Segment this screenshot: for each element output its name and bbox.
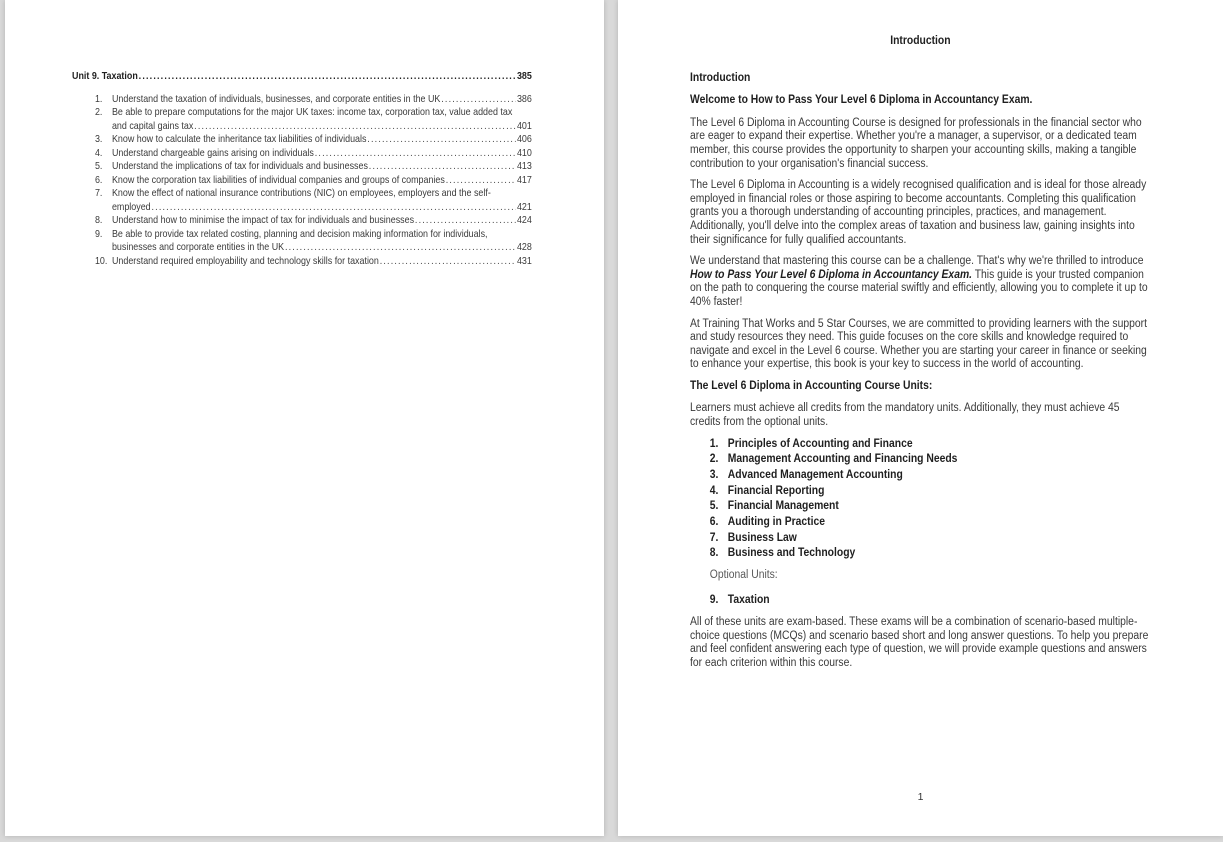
- unit-item-label: Management Accounting and Financing Needs: [727, 453, 958, 466]
- unit-item-number: 5.: [709, 500, 719, 513]
- intro-paragraph-3: [690, 255, 1151, 309]
- unit-item: [710, 532, 1151, 546]
- unit-item-number: 7.: [709, 531, 719, 544]
- paragraph-text: We understand that mastering this course can be a challenge. That's why we're thrilled to introduce: [690, 255, 1144, 268]
- unit-item-number: 3.: [709, 469, 719, 482]
- toc-entry-page-number: 431: [516, 254, 532, 267]
- unit-item-label: Auditing in Practice: [727, 516, 825, 529]
- toc-entry[interactable]: [72, 174, 532, 188]
- unit-item-number: 2.: [709, 453, 719, 466]
- toc-entry-text: Understand chargeable gains arising on individuals: [111, 146, 314, 159]
- intro-paragraph-5: Learners must achieve all credits from the mandatory units. Additionally, they must achieve 45 credits from the optional units.: [690, 402, 1120, 429]
- toc-entry[interactable]: [72, 106, 532, 133]
- unit-item: [710, 438, 1151, 452]
- toc-entry-number: 1.: [94, 92, 103, 105]
- toc-heading[interactable]: [72, 70, 532, 84]
- toc-entry-number: 10.: [94, 254, 108, 267]
- toc-list: [72, 93, 532, 269]
- dot-leader: [285, 241, 516, 255]
- toc-entry-page-number: 421: [516, 200, 532, 213]
- unit-item-label: Financial Reporting: [727, 484, 825, 497]
- unit-item-label: Financial Management: [727, 500, 839, 513]
- paragraph-text: This guide is your trusted companion on the path to conquering the course material swiftly and efficiently, allowing you to complete it up to 40% faster!: [690, 268, 1148, 308]
- toc-entry-number: 2.: [94, 106, 103, 118]
- intro-paragraph-4: At Training That Works and 5 Star Courses, we are committed to providing learners with the support and study resources they need. This guide focuses on the core skills and knowledge required to navigate and excel in the Level 6 course. Whether you are starting your career in finance or seeking to enhance your expertise, this book is your key to success in the world of accounting.: [690, 317, 1147, 371]
- unit-item-number: 8.: [709, 547, 719, 560]
- toc-entry[interactable]: [72, 133, 532, 147]
- toc-entry[interactable]: [72, 187, 532, 214]
- dot-leader: [415, 214, 516, 228]
- unit-item: [710, 485, 1151, 499]
- toc-entry-text: Know the corporation tax liabilities of individual companies and groups of companies: [111, 173, 445, 186]
- optional-units-label: Optional Units:: [709, 569, 778, 582]
- unit-item-label: Taxation: [727, 593, 770, 606]
- toc-entry-page-number: 424: [516, 214, 532, 226]
- dot-leader: [369, 160, 516, 174]
- running-header: Introduction: [890, 35, 951, 47]
- toc-entry-text: Be able to prepare computations for the major UK taxes: income tax, corporation tax, value added tax: [111, 106, 513, 118]
- toc-entry[interactable]: [72, 228, 532, 255]
- toc-entry[interactable]: [72, 214, 532, 228]
- toc-heading-page-number: 385: [516, 70, 532, 82]
- toc-entry-number: 6.: [94, 173, 103, 186]
- unit-item-label: Principles of Accounting and Finance: [727, 437, 913, 450]
- toc-entry-text: Be able to provide tax related costing, planning and decision making information for individuals,: [111, 227, 488, 240]
- unit-item-label: Business Law: [727, 531, 797, 544]
- welcome-heading: Welcome to How to Pass Your Level 6 Diploma in Accountancy Exam.: [690, 94, 1033, 107]
- unit-item: [710, 453, 1151, 467]
- toc-entry-text: Understand the taxation of individuals, businesses, and corporate entities in the UK: [111, 92, 441, 105]
- toc-entry-page-number: 410: [516, 146, 532, 159]
- unit-item-label: Advanced Management Accounting: [727, 469, 903, 482]
- optional-unit-item: [710, 594, 1151, 608]
- toc-entry-page-number: 386: [516, 92, 532, 105]
- unit-item: [710, 500, 1151, 514]
- toc-entry-text: Understand the implications of tax for individuals and businesses: [111, 160, 368, 172]
- toc-page: [5, 0, 604, 836]
- toc-entry-page-number: 428: [516, 241, 532, 253]
- unit-item-number: 4.: [709, 484, 719, 497]
- toc-content: [72, 70, 532, 268]
- toc-entry[interactable]: [72, 147, 532, 161]
- intro-paragraph-6: All of these units are exam-based. These exams will be a combination of scenario-based multiple-choice questions (MCQs) and scenario based short and long answer questions. To help you prepare and feel confident answering each type of question, we will provide example questions and answers for each criterion within this course.: [690, 616, 1149, 670]
- dot-leader: [194, 120, 516, 134]
- toc-heading-label: Unit 9. Taxation: [72, 70, 138, 82]
- introduction-page: [618, 0, 1223, 836]
- unit-item-number: 1.: [709, 437, 719, 450]
- toc-entry-text: Know the effect of national insurance contributions (NIC) on employees, employers and the self-: [111, 187, 491, 199]
- dot-leader: [315, 147, 516, 161]
- toc-entry-number: 7.: [94, 187, 103, 199]
- toc-entry-text: businesses and corporate entities in the UK: [111, 241, 285, 253]
- toc-entry-number: 3.: [94, 133, 103, 145]
- toc-entry-number: 8.: [94, 214, 103, 226]
- dot-leader: [441, 93, 516, 107]
- toc-entry-page-number: 401: [516, 119, 532, 132]
- dot-leader: [380, 255, 516, 269]
- unit-item: [710, 547, 1151, 561]
- units-list: [710, 438, 1151, 561]
- intro-paragraph-1: The Level 6 Diploma in Accounting Course is designed for professionals in the financial sector who are eager to expand their expertise. Whether you're a manager, a supervisor, or a dedicated team member, this course provides the opportunity to sharpen your accounting skills, making a tangible contribution to your organisation's financial success.: [690, 116, 1142, 170]
- toc-entry-text: Know how to calculate the inheritance tax liabilities of individuals: [111, 133, 367, 145]
- dot-leader: [446, 174, 516, 188]
- dot-leader: [367, 133, 516, 147]
- unit-item-label: Business and Technology: [727, 547, 856, 560]
- toc-entry-page-number: 413: [516, 160, 532, 172]
- toc-entry-number: 5.: [94, 160, 103, 172]
- unit-item: [710, 516, 1151, 530]
- toc-entry-page-number: 417: [516, 173, 532, 186]
- page-number: 1: [917, 791, 924, 803]
- toc-entry-number: 9.: [94, 227, 103, 240]
- toc-entry-text: Understand how to minimise the impact of tax for individuals and businesses: [111, 214, 415, 226]
- introduction-content: [690, 35, 1151, 679]
- toc-entry-text: Understand required employability and technology skills for taxation: [111, 254, 379, 267]
- unit-item-number: 9.: [709, 593, 719, 606]
- toc-entry[interactable]: [72, 93, 532, 107]
- section-heading-introduction: Introduction: [690, 71, 751, 84]
- book-title-emphasis: How to Pass Your Level 6 Diploma in Accountancy Exam.: [690, 268, 973, 281]
- toc-entry-text: employed: [111, 200, 151, 213]
- toc-entry[interactable]: [72, 160, 532, 174]
- toc-entry[interactable]: [72, 255, 532, 269]
- dot-leader: [152, 201, 517, 215]
- unit-item-number: 6.: [709, 516, 719, 529]
- toc-entry-text: and capital gains tax: [111, 119, 194, 132]
- units-heading: The Level 6 Diploma in Accounting Course Units:: [690, 379, 933, 392]
- intro-paragraph-2: The Level 6 Diploma in Accounting is a widely recognised qualification and is ideal for those already employed in financial roles or those aspiring to become accountants. Completing this qualification grants you a thorough understanding of accounting principles, practices, and management. Additionally, you'll delve into the complex areas of taxation and business law, gaining insights into their significance for fully qualified accountants.: [690, 179, 1147, 246]
- dot-leader: [139, 70, 516, 84]
- toc-entry-number: 4.: [94, 146, 103, 159]
- unit-item: [710, 469, 1151, 483]
- toc-entry-page-number: 406: [516, 133, 532, 145]
